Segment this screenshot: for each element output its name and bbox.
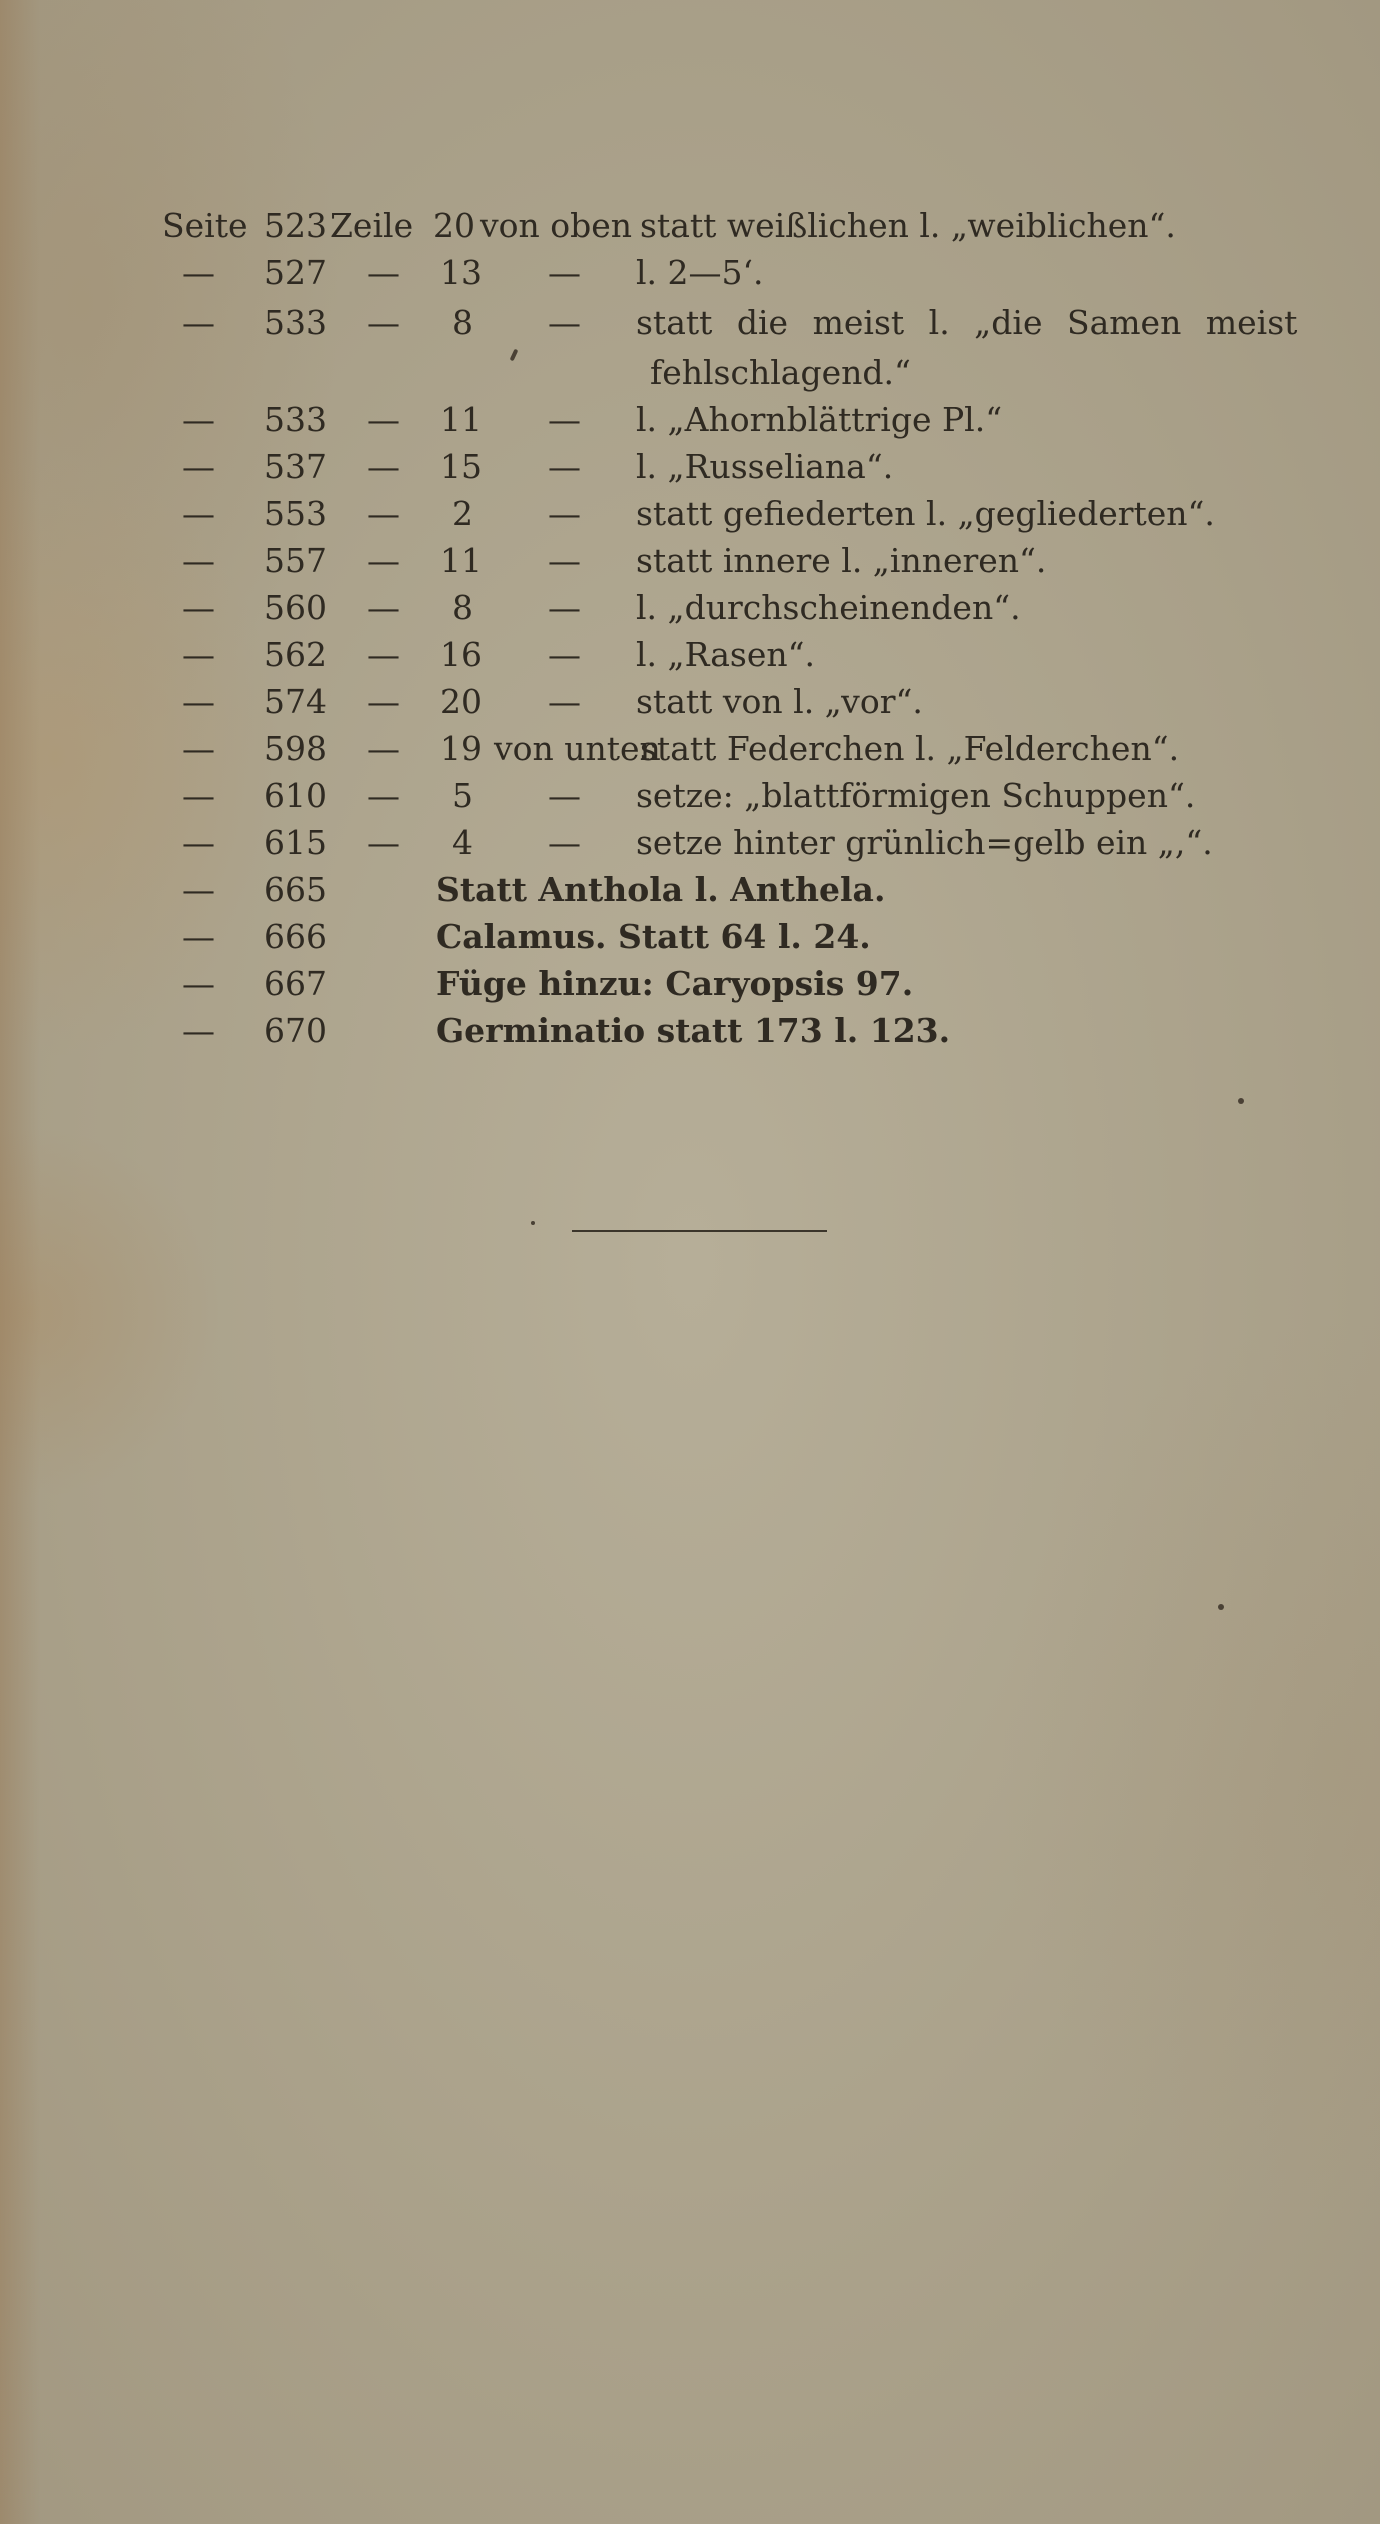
ink-speck [1218, 1604, 1224, 1610]
correction-text: l. „Russeliana“. [636, 447, 894, 486]
dash: — [548, 447, 581, 486]
correction-text: statt gefiederten l. „gegliederten“. [636, 494, 1215, 533]
closing-rule [572, 1230, 827, 1232]
dash: — [182, 541, 215, 580]
line-number: 4 [452, 823, 473, 862]
line-number: 8 [452, 303, 473, 342]
line-number: 20 [440, 682, 482, 721]
dash: — [367, 729, 400, 768]
errata-row [0, 773, 1380, 819]
seite-label: Seite [162, 206, 248, 245]
line-number: 16 [440, 635, 482, 674]
errata-row [0, 914, 1380, 960]
line-number: 2 [452, 494, 473, 533]
dash: — [367, 303, 400, 342]
page-number: 667 [264, 964, 327, 1003]
line-number: 19 [440, 729, 482, 768]
page-number: 527 [264, 253, 327, 292]
dash: — [182, 303, 215, 342]
dash: — [182, 494, 215, 533]
dash: — [182, 917, 215, 956]
page-number: 574 [264, 682, 327, 721]
page-number: 610 [264, 776, 327, 815]
dash: — [182, 400, 215, 439]
position-label: von oben [480, 206, 633, 245]
page-number: 665 [264, 870, 327, 909]
correction-text: setze: „blattförmigen Schuppen“. [636, 776, 1196, 815]
line-number: 11 [440, 541, 482, 580]
correction-text: statt innere l. „inneren“. [636, 541, 1047, 580]
page-number: 598 [264, 729, 327, 768]
dash: — [182, 1011, 215, 1050]
correction-text: l. „Rasen“. [636, 635, 815, 674]
dash: — [548, 635, 581, 674]
page-number: 560 [264, 588, 327, 627]
dash: — [367, 682, 400, 721]
dash: — [182, 870, 215, 909]
line-number: 13 [440, 253, 482, 292]
errata-row [0, 397, 1380, 443]
page-number: 557 [264, 541, 327, 580]
correction-text: Statt Antholа l. Anthela. [436, 870, 886, 909]
line-number: 8 [452, 588, 473, 627]
dash: — [182, 823, 215, 862]
ink-speck [1238, 1098, 1244, 1104]
correction-text: l. „durchscheinenden“. [636, 588, 1021, 627]
dash: — [182, 635, 215, 674]
correction-text: l. 2—5‘. [636, 253, 764, 292]
zeile-label: Zeile [330, 206, 414, 245]
dash: — [548, 823, 581, 862]
errata-row [0, 444, 1380, 490]
correction-text: statt Federchen l. „Felderchen“. [640, 729, 1180, 768]
errata-header-row [0, 203, 1380, 249]
line-number: 5 [452, 776, 473, 815]
correction-text: statt von l. „vor“. [636, 682, 923, 721]
page-number: 533 [264, 303, 327, 342]
errata-row [0, 300, 1380, 346]
correction-text: statt die meist l. „die Samen meist [636, 303, 1298, 342]
page-number: 615 [264, 823, 327, 862]
correction-text: Germinatio statt 173 l. 123. [436, 1011, 951, 1050]
dash: — [548, 682, 581, 721]
dash: — [182, 682, 215, 721]
dash: — [548, 776, 581, 815]
errata-row [0, 679, 1380, 725]
errata-row [0, 585, 1380, 631]
dash: — [182, 964, 215, 1003]
dash: — [367, 776, 400, 815]
dash: — [182, 776, 215, 815]
correction-continuation: fehlschlagend.“ [650, 353, 911, 392]
correction-text: Füge hinzu: Caryopsis 97. [436, 964, 914, 1003]
line-number: 15 [440, 447, 482, 486]
line-number: 11 [440, 400, 482, 439]
dash: — [548, 494, 581, 533]
correction-text: l. „Ahornblättrige Pl.“ [636, 400, 1003, 439]
errata-row [0, 538, 1380, 584]
correction-text: statt weißlichen l. „weiblichen“. [640, 206, 1176, 245]
page-number: 537 [264, 447, 327, 486]
dash: — [548, 303, 581, 342]
dash: — [367, 541, 400, 580]
dash: — [182, 447, 215, 486]
dash: — [548, 400, 581, 439]
page-number: 523 [264, 206, 327, 245]
dash: — [367, 823, 400, 862]
errata-row [0, 726, 1380, 772]
position-label: von unten [494, 729, 661, 768]
dash: — [367, 400, 400, 439]
correction-text: Calamus. Statt 64 l. 24. [436, 917, 871, 956]
dash: — [367, 588, 400, 627]
dash: — [367, 253, 400, 292]
dash: — [182, 588, 215, 627]
page-number: 553 [264, 494, 327, 533]
dash: — [182, 729, 215, 768]
errata-row [0, 632, 1380, 678]
errata-row [0, 1008, 1380, 1054]
dash: — [367, 635, 400, 674]
dash: — [367, 494, 400, 533]
dash: — [548, 588, 581, 627]
page-number: 533 [264, 400, 327, 439]
page-number: 670 [264, 1011, 327, 1050]
errata-row [0, 961, 1380, 1007]
dash: — [367, 447, 400, 486]
page-number: 562 [264, 635, 327, 674]
errata-row [0, 867, 1380, 913]
ink-speck [531, 1221, 535, 1225]
errata-row [0, 250, 1380, 296]
correction-text: setze hinter grünlich=gelb ein „,“. [636, 823, 1213, 862]
page-number: 666 [264, 917, 327, 956]
dash: — [182, 253, 215, 292]
errata-row [0, 491, 1380, 537]
dash: — [548, 541, 581, 580]
dash: — [548, 253, 581, 292]
line-number: 20 [433, 206, 475, 245]
errata-row-continuation [0, 350, 1380, 396]
errata-row [0, 820, 1380, 866]
